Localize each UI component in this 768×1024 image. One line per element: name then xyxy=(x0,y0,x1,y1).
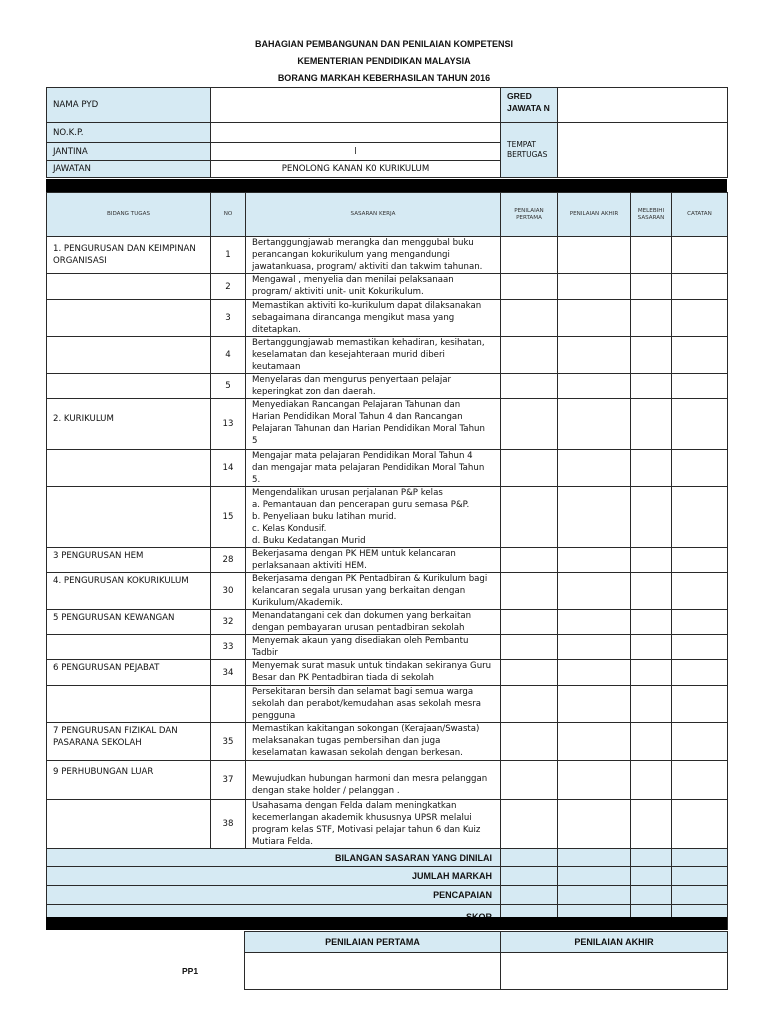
sasaran-line: kecemerlangan akademik khususnya UPSR melalui xyxy=(252,813,472,823)
sasaran-line xyxy=(252,761,496,773)
bidang-tugas-cell xyxy=(47,686,211,723)
jawatan-label: JAWATAN xyxy=(47,161,211,178)
sasaran-line: ditetapkan. xyxy=(252,325,301,335)
no-cell: 37 xyxy=(211,761,246,800)
nokp-field[interactable] xyxy=(211,123,501,143)
pencapaian-akhir-cell[interactable] xyxy=(558,886,631,905)
sasaran-line: melaksanakan tugas pembersihan dan juga xyxy=(252,736,441,746)
sasaran-line: d. Buku Kedatangan Murid xyxy=(252,536,366,546)
penilaian-akhir-cell[interactable] xyxy=(558,374,631,399)
no-cell: 15 xyxy=(211,487,246,548)
melebihi-sasaran-cell[interactable] xyxy=(631,686,672,723)
sasaran-line: b. Penyeliaan buku latihan murid. xyxy=(252,512,397,522)
task-row xyxy=(47,374,728,399)
bidang-tugas-cell xyxy=(47,274,211,300)
catatan-cell[interactable] xyxy=(672,686,728,723)
penilaian-pertama-cell[interactable] xyxy=(501,450,558,487)
penilaian-pertama-cell[interactable] xyxy=(501,337,558,374)
melebihi-sasaran-cell[interactable] xyxy=(631,723,672,761)
col-penilaian-akhir: PENILAIAN AKHIR xyxy=(558,193,631,237)
black-divider-bottom xyxy=(46,917,727,930)
penilaian-pertama-cell[interactable] xyxy=(501,300,558,337)
melebihi-sasaran-cell[interactable] xyxy=(631,274,672,300)
sasaran-line: sekolah dan perabot/kemudahan asas sekolah mesra xyxy=(252,699,482,709)
sasaran-line: keperingkat zon dan daerah. xyxy=(252,387,376,397)
melebihi-sasaran-cell[interactable] xyxy=(631,337,672,374)
jawatan-field[interactable]: PENOLONG KANAN K0 KURIKULUM xyxy=(211,161,501,178)
sasaran-line: Menyelaras dan mengurus penyertaan pelajar xyxy=(252,375,452,385)
task-row xyxy=(47,761,728,800)
task-row xyxy=(47,635,728,660)
sasaran-kerja-cell xyxy=(246,800,501,849)
melebihi-sasaran-cell[interactable] xyxy=(631,450,672,487)
penilaian-pertama-cell[interactable] xyxy=(501,548,558,573)
catatan-cell[interactable] xyxy=(672,487,728,548)
sasaran-line: Bekerjasama dengan PK HEM untuk kelancaran xyxy=(252,549,456,559)
sasaran-kerja-cell xyxy=(246,686,501,723)
sasaran-line: perancangan kokurikulum yang mengandungi xyxy=(252,250,450,260)
sasaran-kerja-cell xyxy=(246,337,501,374)
catatan-cell[interactable] xyxy=(672,374,728,399)
penilaian-akhir-cell[interactable] xyxy=(558,337,631,374)
task-row xyxy=(47,300,728,337)
penilaian-pertama-cell[interactable] xyxy=(501,800,558,849)
sasaran-kerja-cell xyxy=(246,399,501,450)
catatan-cell[interactable] xyxy=(672,337,728,374)
bidang-tugas-cell: 1. PENGURUSAN DAN KEIMPINAN ORGANISASI xyxy=(47,237,211,274)
sasaran-line: Harian Pendidikan Moral Tahun 4 dan Rancangan xyxy=(252,412,463,422)
no-cell: 3 xyxy=(211,300,246,337)
penilaian-pertama-signature[interactable] xyxy=(245,953,501,990)
sasaran-line: Bertanggungjawab merangka dan menggubal buku xyxy=(252,238,474,248)
penilaian-akhir-header: PENILAIAN AKHIR xyxy=(501,932,728,953)
penilaian-pertama-cell[interactable] xyxy=(501,723,558,761)
bidang-tugas-cell: 9 PERHUBUNGAN LUAR xyxy=(47,761,211,800)
penilaian-akhir-cell[interactable] xyxy=(558,300,631,337)
no-cell: 38 xyxy=(211,800,246,849)
col-melebihi-sasaran: MELEBIHI SASARAN xyxy=(631,193,672,237)
bilangan-melebihi-cell[interactable] xyxy=(631,849,672,867)
bidang-tugas-cell xyxy=(47,800,211,849)
penilaian-pertama-cell[interactable] xyxy=(501,487,558,548)
no-cell: 30 xyxy=(211,573,246,610)
no-cell: 34 xyxy=(211,660,246,686)
catatan-cell[interactable] xyxy=(672,237,728,274)
jantina-field[interactable]: l xyxy=(211,143,501,161)
col-catatan: CATATAN xyxy=(672,193,728,237)
gred-jawatan-field[interactable] xyxy=(558,88,728,123)
melebihi-sasaran-cell[interactable] xyxy=(631,660,672,686)
penilaian-pertama-cell[interactable] xyxy=(501,635,558,660)
sasaran-line: Mengajar mata pelajaran Pendidikan Moral Tahun 4 xyxy=(252,451,473,461)
catatan-cell[interactable] xyxy=(672,450,728,487)
bidang-tugas-cell: 5 PENGURUSAN KEWANGAN xyxy=(47,610,211,635)
task-row xyxy=(47,660,728,686)
catatan-cell[interactable] xyxy=(672,399,728,450)
nama-pyd-field[interactable] xyxy=(211,88,501,123)
sasaran-kerja-cell xyxy=(246,723,501,761)
sasaran-line: dan mengajar mata pelajaran Pendidikan Moral Tahun xyxy=(252,463,485,473)
task-row xyxy=(47,274,728,300)
penilaian-akhir-signature[interactable] xyxy=(501,953,728,990)
bidang-tugas-cell xyxy=(47,487,211,548)
no-cell: 5 xyxy=(211,374,246,399)
melebihi-sasaran-cell[interactable] xyxy=(631,610,672,635)
catatan-cell[interactable] xyxy=(672,300,728,337)
sasaran-line: a. Pemantauan dan pencerapan guru semasa P&P. xyxy=(252,500,470,510)
sasaran-kerja-cell xyxy=(246,548,501,573)
sasaran-line: program kelas STF, Motivasi pelajar tahun 6 dan Kuiz xyxy=(252,825,481,835)
no-cell xyxy=(211,686,246,723)
sasaran-line: Mengendalikan urusan perjalanan P&P kelas xyxy=(252,488,443,498)
task-row xyxy=(47,548,728,573)
sasaran-line: Pelajaran Tahunan dan Harian Pendidikan Moral Tahun xyxy=(252,424,485,434)
form-title: BORANG MARKAH KEBERHASILAN TAHUN 2016 xyxy=(277,73,491,83)
catatan-cell[interactable] xyxy=(672,548,728,573)
melebihi-sasaran-cell[interactable] xyxy=(631,300,672,337)
penilaian-akhir-cell[interactable] xyxy=(558,548,631,573)
sasaran-line: Bertanggungjawab memastikan kehadiran, kesihatan, xyxy=(252,338,485,348)
catatan-cell[interactable] xyxy=(672,761,728,800)
catatan-cell[interactable] xyxy=(672,800,728,849)
bidang-tugas-cell: 3 PENGURUSAN HEM xyxy=(47,548,211,573)
sasaran-line: Kurikulum/Akademik. xyxy=(252,598,344,608)
catatan-cell[interactable] xyxy=(672,274,728,300)
task-row xyxy=(47,723,728,761)
task-row xyxy=(47,337,728,374)
task-row xyxy=(47,610,728,635)
bidang-tugas-cell xyxy=(47,635,211,660)
sasaran-kerja-cell xyxy=(246,573,501,610)
sasaran-line: Besar dan PK Pentadbiran tiada di sekolah xyxy=(252,673,435,683)
catatan-cell[interactable] xyxy=(672,573,728,610)
melebihi-sasaran-cell[interactable] xyxy=(631,548,672,573)
bilangan-pertama-cell[interactable] xyxy=(501,849,558,867)
sasaran-line: dengan pembayaran urusan pentadbiran sekolah xyxy=(252,623,465,633)
penilaian-pertama-cell[interactable] xyxy=(501,686,558,723)
col-bidang-tugas: BIDANG TUGAS xyxy=(47,193,211,237)
sasaran-line: c. Kelas Kondusif. xyxy=(252,524,327,534)
no-cell: 33 xyxy=(211,635,246,660)
penilaian-akhir-cell[interactable] xyxy=(558,800,631,849)
nokp-label: NO.K.P. xyxy=(47,123,211,143)
penilaian-pertama-cell[interactable] xyxy=(501,610,558,635)
melebihi-sasaran-cell[interactable] xyxy=(631,487,672,548)
no-cell: 4 xyxy=(211,337,246,374)
sasaran-kerja-cell xyxy=(246,610,501,635)
penilaian-akhir-cell[interactable] xyxy=(558,487,631,548)
jantina-label: JANTINA xyxy=(47,143,211,161)
task-row xyxy=(47,399,728,450)
melebihi-sasaran-cell[interactable] xyxy=(631,237,672,274)
sasaran-line: Mewujudkan hubungan harmoni dan mesra pelanggan xyxy=(252,774,488,784)
col-sasaran-kerja: SASARAN KERJA xyxy=(246,193,501,237)
task-row xyxy=(47,487,728,548)
sasaran-line: Mengawal , menyelia dan menilai pelaksanaan xyxy=(252,275,454,285)
sasaran-line: Mutiara Felda. xyxy=(252,837,314,847)
catatan-cell[interactable] xyxy=(672,610,728,635)
no-cell: 32 xyxy=(211,610,246,635)
sasaran-line: Menyemak akaun yang disediakan oleh Pembantu xyxy=(252,636,469,646)
nama-pyd-label: NAMA PYD xyxy=(47,88,211,123)
jumlah-catatan-cell[interactable] xyxy=(672,867,728,886)
sasaran-kerja-cell xyxy=(246,450,501,487)
no-cell: 28 xyxy=(211,548,246,573)
sasaran-kerja-cell xyxy=(246,374,501,399)
sasaran-line: keutamaan xyxy=(252,362,301,372)
bilangan-catatan-cell[interactable] xyxy=(672,849,728,867)
bidang-tugas-cell: 2. KURIKULUM xyxy=(47,399,211,450)
sasaran-line: pengguna xyxy=(252,711,296,721)
bilangan-akhir-cell[interactable] xyxy=(558,849,631,867)
sasaran-kerja-cell xyxy=(246,635,501,660)
penilaian-akhir-cell[interactable] xyxy=(558,660,631,686)
pencapaian-label: PENCAPAIAN xyxy=(47,886,501,905)
task-row xyxy=(47,686,728,723)
bidang-tugas-cell: 4. PENGURUSAN KOKURIKULUM xyxy=(47,573,211,610)
sasaran-line: Bekerjasama dengan PK Pentadbiran & Kurikulum bagi xyxy=(252,574,488,584)
sasaran-line: program/ aktiviti unit- unit Kokurikulum. xyxy=(252,287,424,297)
sasaran-line: Persekitaran bersih dan selamat bagi semua warga xyxy=(252,687,474,697)
sasaran-kerja-cell xyxy=(246,237,501,274)
header-line-1: BAHAGIAN PEMBANGUNAN DAN PENILAIAN KOMPETENSI xyxy=(254,39,513,49)
penilaian-akhir-cell[interactable] xyxy=(558,274,631,300)
jumlah-pertama-cell[interactable] xyxy=(501,867,558,886)
task-row xyxy=(47,800,728,849)
task-row xyxy=(47,237,728,274)
sasaran-line: keselamatan dan kesejahteraan murid diberi xyxy=(252,350,445,360)
sasaran-line: sebagaimana dirancanga mengikut masa yang xyxy=(252,313,455,323)
sasaran-line: 5. xyxy=(252,475,261,485)
penilaian-akhir-cell[interactable] xyxy=(558,761,631,800)
sasaran-line: 5 xyxy=(252,436,258,446)
penilaian-akhir-cell[interactable] xyxy=(558,723,631,761)
sasaran-kerja-cell xyxy=(246,761,501,800)
bidang-tugas-cell: 6 PENGURUSAN PEJABAT xyxy=(47,660,211,686)
no-cell: 1 xyxy=(211,237,246,274)
pp1-label: PP1 xyxy=(182,966,199,976)
no-cell: 14 xyxy=(211,450,246,487)
tempat-bertugas-field[interactable] xyxy=(558,123,728,178)
penilaian-pertama-cell[interactable] xyxy=(501,237,558,274)
penilaian-pertama-cell[interactable] xyxy=(501,573,558,610)
bidang-tugas-cell: 7 PENGURUSAN FIZIKAL DAN PASARANA SEKOLAH xyxy=(47,723,211,761)
evaluator-table xyxy=(244,931,728,990)
penilaian-pertama-cell[interactable] xyxy=(501,274,558,300)
penilaian-akhir-cell[interactable] xyxy=(558,237,631,274)
col-penilaian-pertama: PENILAIAN PERTAMA xyxy=(501,193,558,237)
gred-jawatan-label: GRED JAWATA N xyxy=(501,88,558,123)
pencapaian-catatan-cell[interactable] xyxy=(672,886,728,905)
sasaran-line: Usahasama dengan Felda dalam meningkatkan xyxy=(252,801,457,811)
melebihi-sasaran-cell[interactable] xyxy=(631,761,672,800)
melebihi-sasaran-cell[interactable] xyxy=(631,800,672,849)
tempat-bertugas-label: TEMPAT BERTUGAS xyxy=(501,123,558,178)
sasaran-line: kelancaran segala urusan yang berkaitan dengan xyxy=(252,586,466,596)
penilaian-akhir-cell[interactable] xyxy=(558,450,631,487)
melebihi-sasaran-cell[interactable] xyxy=(631,399,672,450)
jumlah-markah-label: JUMLAH MARKAH xyxy=(47,867,501,886)
black-divider xyxy=(46,179,727,192)
sasaran-line: Tadbir xyxy=(252,648,278,658)
penilaian-akhir-cell[interactable] xyxy=(558,635,631,660)
bidang-tugas-cell xyxy=(47,337,211,374)
sasaran-kerja-cell xyxy=(246,274,501,300)
sasaran-kerja-cell xyxy=(246,660,501,686)
sasaran-line: keselamatan kawasan sekolah dengan berkesan. xyxy=(252,748,463,758)
sasaran-kerja-cell xyxy=(246,487,501,548)
sasaran-line: perlaksanaan aktiviti HEM. xyxy=(252,561,367,571)
melebihi-sasaran-cell[interactable] xyxy=(631,635,672,660)
sasaran-line: jawatankuasa, program/ aktiviti dan takwim tahunan. xyxy=(252,262,483,272)
sasaran-line: Menyediakan Rancangan Pelajaran Tahunan dan xyxy=(252,400,461,410)
sasaran-line: dengan stake holder / pelanggan . xyxy=(252,786,400,796)
jumlah-melebihi-cell[interactable] xyxy=(631,867,672,886)
task-row xyxy=(47,450,728,487)
no-cell: 35 xyxy=(211,723,246,761)
task-row xyxy=(47,573,728,610)
sasaran-line: Memastikan aktiviti ko-kurikulum dapat dilaksanakan xyxy=(252,301,482,311)
penilaian-akhir-cell[interactable] xyxy=(558,610,631,635)
no-cell: 2 xyxy=(211,274,246,300)
penilaian-pertama-cell[interactable] xyxy=(501,399,558,450)
bilangan-sasaran-label: BILANGAN SASARAN YANG DINILAI xyxy=(47,849,501,867)
catatan-cell[interactable] xyxy=(672,723,728,761)
info-table xyxy=(46,87,728,178)
catatan-cell[interactable] xyxy=(672,635,728,660)
sasaran-line: Menandatangani cek dan dokumen yang berkaitan xyxy=(252,611,472,621)
penilaian-akhir-cell[interactable] xyxy=(558,686,631,723)
penilaian-akhir-cell[interactable] xyxy=(558,399,631,450)
melebihi-sasaran-cell[interactable] xyxy=(631,374,672,399)
jumlah-akhir-cell[interactable] xyxy=(558,867,631,886)
col-no: NO xyxy=(211,193,246,237)
bidang-tugas-cell xyxy=(47,450,211,487)
catatan-cell[interactable] xyxy=(672,660,728,686)
melebihi-sasaran-cell[interactable] xyxy=(631,573,672,610)
penilaian-akhir-cell[interactable] xyxy=(558,573,631,610)
sasaran-line: Memastikan kakitangan sokongan (Kerajaan/Swasta) xyxy=(252,724,480,734)
bidang-tugas-cell xyxy=(47,374,211,399)
penilaian-pertama-cell[interactable] xyxy=(501,660,558,686)
bidang-tugas-cell xyxy=(47,300,211,337)
sasaran-kerja-cell xyxy=(246,300,501,337)
penilaian-pertama-cell[interactable] xyxy=(501,761,558,800)
penilaian-pertama-header: PENILAIAN PERTAMA xyxy=(245,932,501,953)
header-line-2: KEMENTERIAN PENDIDIKAN MALAYSIA xyxy=(297,56,471,66)
no-cell: 13 xyxy=(211,399,246,450)
pencapaian-melebihi-cell[interactable] xyxy=(631,886,672,905)
task-table xyxy=(46,192,728,930)
pencapaian-pertama-cell[interactable] xyxy=(501,886,558,905)
penilaian-pertama-cell[interactable] xyxy=(501,374,558,399)
sasaran-line: Menyemak surat masuk untuk tindakan sekiranya Guru xyxy=(252,661,492,671)
